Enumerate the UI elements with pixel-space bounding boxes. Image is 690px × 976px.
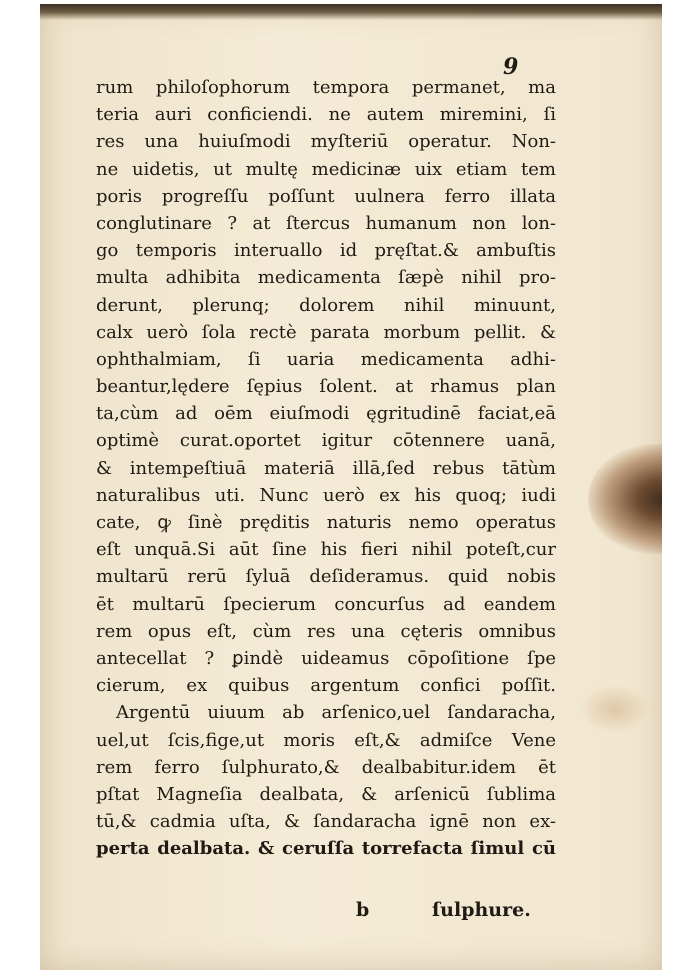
text-line: go temporis interuallo id pręſtat.& ambuſtis [96,240,556,262]
text-line: pſtat Magneſia dealbata, & arſenicū ſublima [96,783,556,805]
page-footer [40,899,662,929]
text-line: rum philoſophorum tempora permanet, ma [96,77,556,98]
text-line: Argentū uiuum ab arſenico,uel ſandaracha, [116,702,556,724]
text-line: perta dealbata. & ceruſſa torrefacta ſimul cū [96,838,556,860]
catchword: ſulphure. [432,899,531,921]
body-text [96,74,556,862]
text-line: ēt multarū ſpecierum concurſus ad eandem [96,593,556,615]
text-line: derunt, plerunq; dolorem nihil minuunt, [96,294,556,316]
text-line: cate, ꝙ ſinè pręditis naturis nemo operatus [96,512,556,533]
text-line: rem opus eſt, cùm res una cęteris omnibus [96,620,556,642]
text-line: multa adhibita medicamenta ſæpè nihil pro- [96,267,556,289]
text-line: calx uerò ſola rectè parata morbum pellit. & [96,321,556,343]
text-line: ta,cùm ad oēm eiuſmodi ęgritudinē faciat,eā [96,403,556,425]
text-line: beantur,lędere ſępius ſolent. at rhamus plan [96,376,556,398]
ink-stain [588,444,662,554]
text-line: poris progreſſu poſſunt uulnera ferro illata [96,185,556,207]
text-line: teria auri conficiendi. ne autem miremini, ſi [96,104,556,126]
text-line: tū,& cadmia uſta, & ſandaracha ignē non ex- [96,811,556,833]
text-line: cierum, ex quibus argentum confici poſſit. [96,675,556,697]
text-line: uel,ut ſcis,fige,ut moris eſt,& admiſce Vene [96,729,556,751]
text-line: eſt unquā.Si aūt ſine his fieri nihil poteſt,cur [96,539,556,561]
text-line: optimè curat.oportet igitur cōtennere uanā, [96,430,556,452]
signature-mark: b [356,899,370,921]
text-line: rem ferro ſulphurato,& dealbabitur.idem ēt [96,756,556,778]
text-line: multarū rerū ſyluā deſideramus. quid nobis [96,566,556,588]
text-line: ophthalmiam, ſi uaria medicamenta adhi- [96,348,556,370]
text-line: antecellat ? ꝑindè uideamus cōpoſitione ſpe [96,647,556,669]
page-top-edge [40,4,662,20]
text-line: ne uidetis, ut multę medicinæ uix etiam tem [96,158,556,180]
text-line: & intempeſtiuā materiā illā,ſed rebus tātùm [96,457,556,479]
book-page [40,4,662,970]
page-number: 9 [503,54,519,80]
text-line: conglutinare ? at ſtercus humanum non lon- [96,212,556,234]
text-line: res una huiuſmodi myſteriū operatur. Non- [96,131,556,153]
text-line: naturalibus uti. Nunc uerò ex his quoq; iudi [96,484,556,506]
foxing-spot [580,684,650,734]
